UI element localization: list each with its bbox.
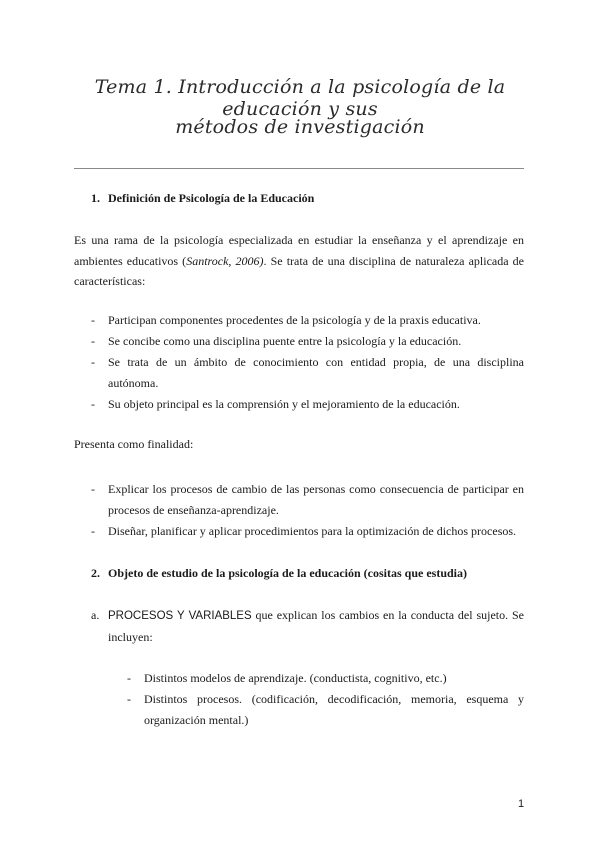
intro-paragraph xyxy=(74,230,524,292)
list-item: Distintos modelos de aprendizaje. (conductista, cognitivo, etc.) xyxy=(144,671,447,685)
list-item: Su objeto principal es la comprensión y el mejoramiento de la educación. xyxy=(108,397,460,411)
list-item: Explicar los procesos de cambio de las personas como consecuencia de participar en procesos de enseñanza-aprendizaje. xyxy=(108,482,524,517)
title-line-1: Tema 1. Introducción a la psicología de la educación y sus xyxy=(94,76,506,120)
item-a-letter: a. xyxy=(91,608,100,622)
list-item: Diseñar, planificar y aplicar procedimientos para la optimización de dichos procesos. xyxy=(108,524,517,538)
intro-text-b: . Se trata de una disciplina de naturaleza aplicada de características: xyxy=(74,253,524,289)
purpose-label: Presenta como finalidad: xyxy=(74,437,194,451)
title-line-2: métodos de investigación xyxy=(175,116,425,138)
list-item: Distintos procesos. (codificación, decodificación, memoria, esquema y organización mental.) xyxy=(144,692,524,727)
list-item: Participan componentes procedentes de la psicología y de la praxis educativa. xyxy=(108,313,481,327)
citation: Santrock, 2006) xyxy=(186,253,264,268)
item-a-caps: PROCESOS Y VARIABLES xyxy=(108,610,252,622)
item-a-paragraph xyxy=(108,605,524,647)
section-2-heading: Objeto de estudio de la psicología de la educación (cositas que estudia) xyxy=(108,566,468,580)
bullet-marker: - xyxy=(91,313,95,327)
list-item: Se concibe como una disciplina puente entre la psicología y la educación. xyxy=(108,334,462,348)
intro-text-a: Es una rama de la psicología especializada en estudiar la enseñanza y el aprendizaje en ambientes educativos ( xyxy=(74,233,524,268)
section-2-number: 2. xyxy=(91,566,100,580)
page-number: 1 xyxy=(518,798,525,810)
bullet-marker: - xyxy=(127,692,131,706)
bullet-marker: - xyxy=(127,671,131,685)
section-1-number: 1. xyxy=(91,191,100,205)
title-divider xyxy=(74,168,524,169)
bullet-marker: - xyxy=(91,334,95,348)
bullet-marker: - xyxy=(91,524,95,538)
item-a-text: que explican los cambios en la conducta del sujeto. Se incluyen: xyxy=(108,608,524,644)
bullet-marker: - xyxy=(91,397,95,411)
list-item: Se trata de un ámbito de conocimiento con entidad propia, de una disciplina autónoma. xyxy=(108,355,524,390)
bullet-marker: - xyxy=(91,355,95,369)
bullet-marker: - xyxy=(91,482,95,496)
section-1-heading: Definición de Psicología de la Educación xyxy=(108,191,315,205)
